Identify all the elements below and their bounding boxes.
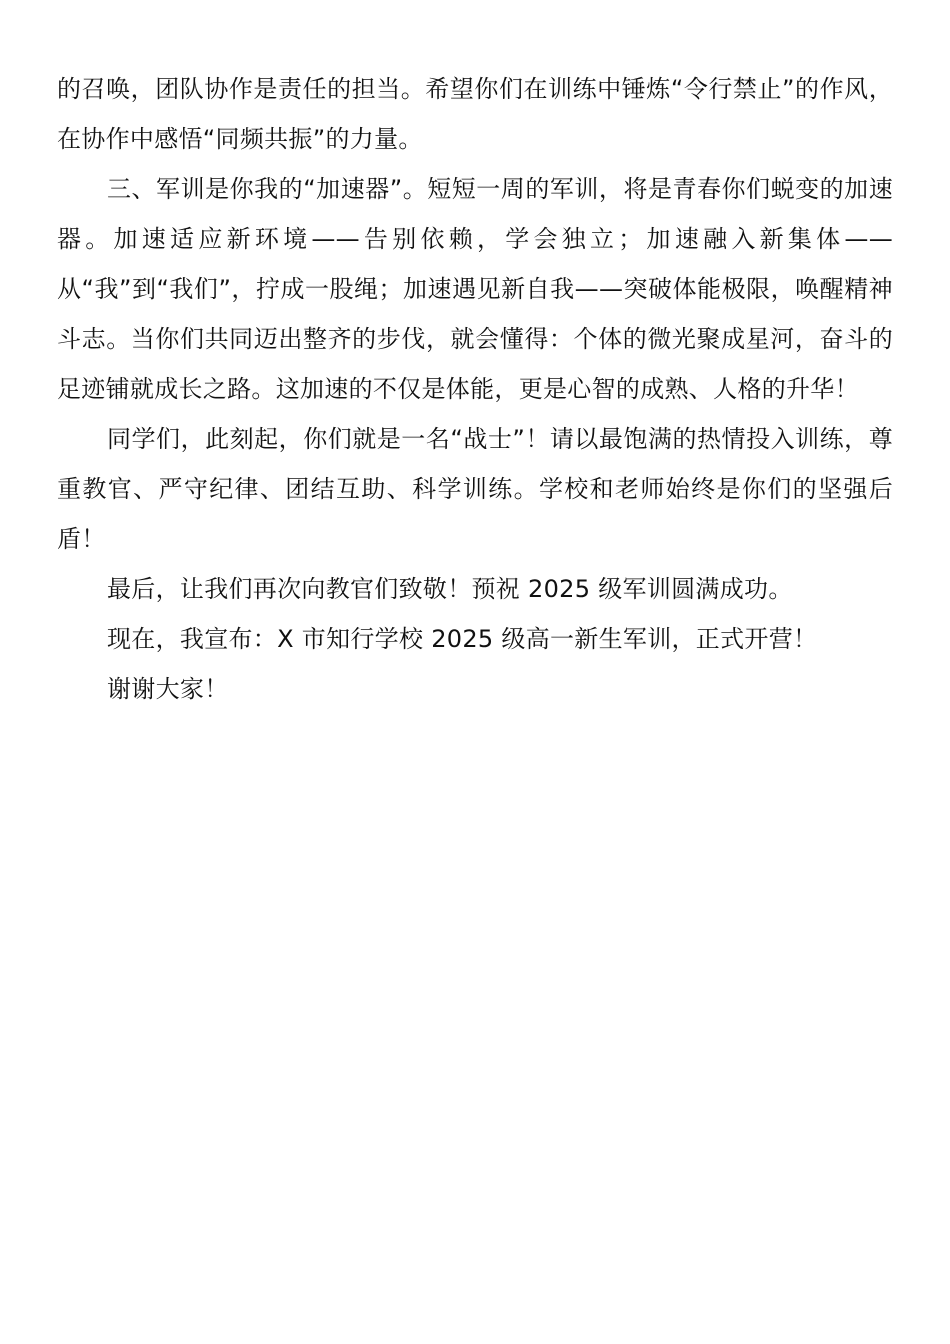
paragraph-accelerator: 三、军训是你我的“加速器”。短短一周的军训，将是青春你们蜕变的加速器。加速适应新环境——告别依赖，学会独立；加速融入新集体——从“我”到“我们”，拧成一股绳；加速遇见新自我——突破体能极限，唤醒精神斗志。当你们共同迈出整齐的步伐，就会懂得：个体的微光聚成星河，奋斗的足迹铺就成长之路。这加速的不仅是体能，更是心智的成熟、人格的升华！ bbox=[57, 175, 893, 403]
paragraph-salute: 最后，让我们再次向教官们致敬！预祝 2025 级军训圆满成功。 bbox=[107, 575, 793, 603]
paragraph-call-to-action: 同学们，此刻起，你们就是一名“战士”！请以最饱满的热情投入训练，尊重教官、严守纪律、团结互助、科学训练。学校和老师始终是你们的坚强后盾！ bbox=[57, 425, 893, 553]
paragraph-announcement: 现在，我宣布：X 市知行学校 2025 级高一新生军训，正式开营！ bbox=[107, 625, 818, 653]
paragraph-thanks: 谢谢大家！ bbox=[107, 675, 229, 703]
document-body bbox=[57, 64, 893, 714]
paragraph-continuation: 的召唤，团队协作是责任的担当。希望你们在训练中锤炼“令行禁止”的作风，在协作中感悟“同频共振”的力量。 bbox=[57, 75, 893, 153]
